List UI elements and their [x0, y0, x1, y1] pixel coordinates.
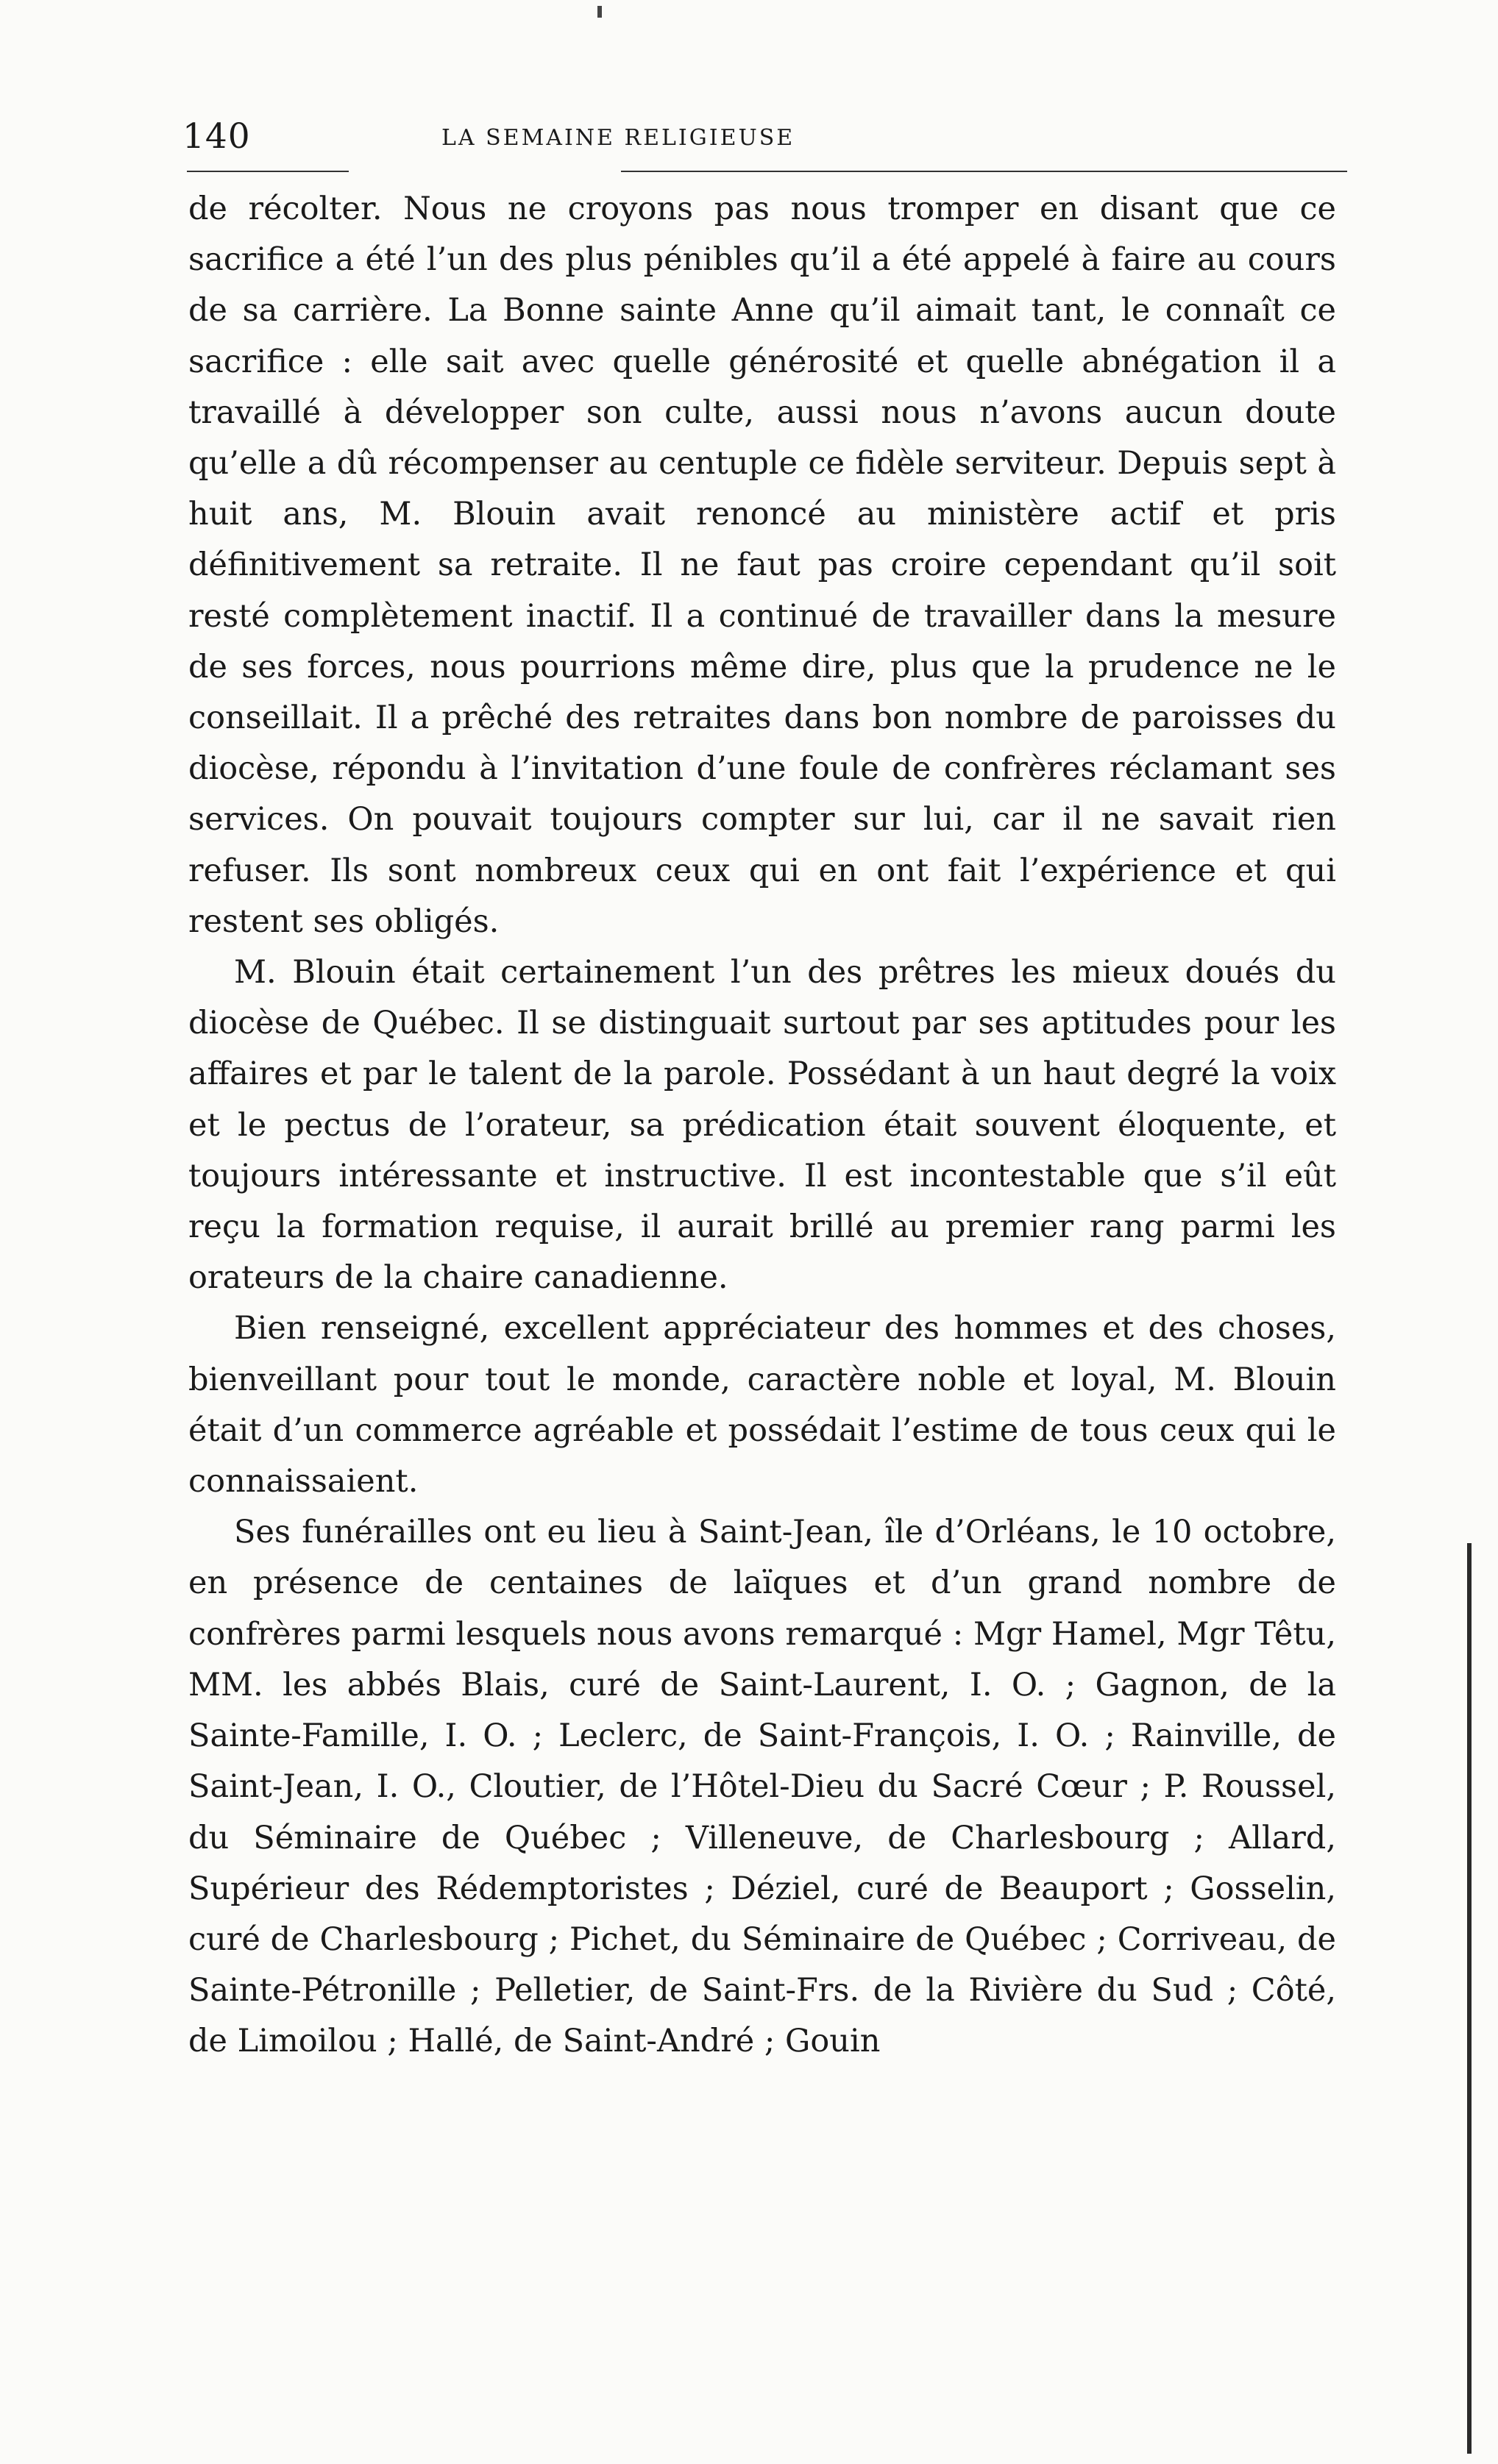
binding-edge-mark: [1467, 1543, 1472, 2454]
page-number: 140: [182, 116, 251, 157]
header-rule-left: [187, 171, 349, 172]
paragraph-1: de récolter. Nous ne croyons pas nous tromper en disant que ce sacrifice a été l’un des plus pénibles qu’il a été appelé à faire au cours de sa carrière. La Bonne sainte Anne qu’il aimait tant, le connaît ce sacrifice : elle sait avec quelle générosité et quelle abnégation il a travaillé à développer son culte, aussi nous n’avons aucun doute qu’elle a dû récompenser au centuple ce fidèle serviteur. Depuis sept à huit ans, M. Blouin avait renoncé au ministère actif et pris définitivement sa retraite. Il ne faut pas croire cependant qu’il soit resté complètement inactif. Il a continué de travailler dans la mesure de ses forces, nous pourrions même dire, plus que la prudence ne le conseillait. Il a prêché des retraites dans bon nombre de paroisses du diocèse, répondu à l’invitation d’une foule de confrères réclamant ses services. On pouvait toujours compter sur lui, car il ne savait rien refuser. Ils sont nombreux ceux qui en ont fait l’expérience et qui restent ses obligés.: [188, 191, 1336, 940]
ink-speck: [597, 6, 602, 18]
paragraph-4: Ses funérailles ont eu lieu à Saint-Jean, île d’Orléans, le 10 octobre, en présence de centaines de laïques et d’un grand nombre de confrères parmi lesquels nous avons remarqué : Mgr Hamel, Mgr Têtu, MM. les abbés Blais, curé de Saint-Laurent, I. O. ; Gagnon, de la Sainte-Famille, I. O. ; Leclerc, de Saint-François, I. O. ; Rainville, de Saint-Jean, I. O., Cloutier, de l’Hôtel-Dieu du Sacré Cœur ; P. Roussel, du Séminaire de Québec ; Villeneuve, de Charlesbourg ; Allard, Supérieur des Rédemptoristes ; Déziel, curé de Beauport ; Gosselin, curé de Charlesbourg ; Pichet, du Séminaire de Québec ; Corriveau, de Sainte-Pétronille ; Pelletier, de Saint-Frs. de la Rivière du Sud ; Côté, de Limoilou ; Hallé, de Saint-André ; Gouin: [188, 1514, 1336, 2060]
running-head: LA SEMAINE RELIGIEUSE: [441, 125, 795, 151]
paragraph-3: Bien renseigné, excellent appréciateur des hommes et des choses, bienveillant pour tout le monde, caractère noble et loyal, M. Blouin était d’un commerce agréable et possédait l’estime de tous ceux qui le connaissaient.: [188, 1310, 1336, 1500]
page-header: [182, 116, 1352, 160]
header-rule-right: [621, 171, 1347, 172]
paragraph-2: M. Blouin était certainement l’un des prêtres les mieux doués du diocèse de Québec. Il se distinguait surtout par ses aptitudes pour les affaires et par le talent de la parole. Possédant à un haut degré la voix et le pectus de l’orateur, sa prédication était souvent éloquente, et toujours intéressante et instructive. Il est incontestable que s’il eût reçu la formation requise, il aurait brillé au premier rang parmi les orateurs de la chaire canadienne.: [188, 954, 1336, 1297]
article-body: [188, 184, 1336, 2068]
